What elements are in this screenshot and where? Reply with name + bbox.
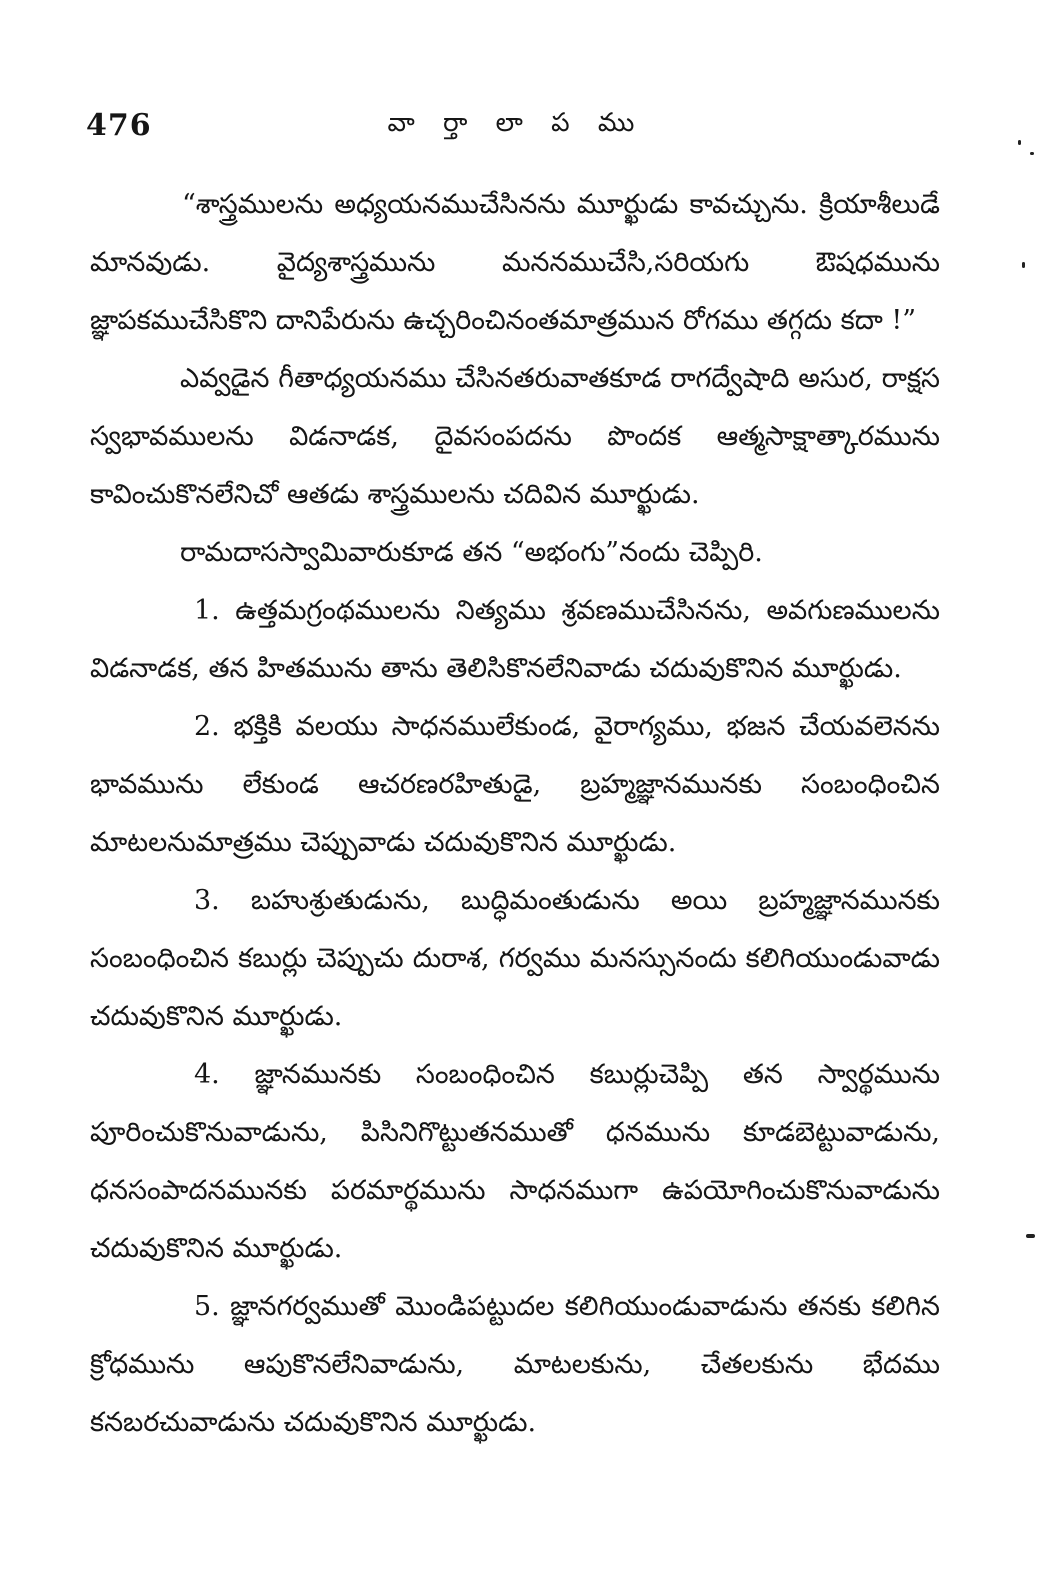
page-body xyxy=(90,176,940,1452)
running-title: వా ర్తా లా ప ము xyxy=(387,108,645,138)
paragraph-gita-study: ఎవ్వడైన గీతాధ్యయనము చేసినతరువాతకూడ రాగద్వేషాది అసుర, రాక్షస స్వభావములను విడనాడక, దైవసంపదను పొందక ఆత్మసాక్షాత్కారమును కావించుకొనలేనిచో ఆతడు శాస్త్రములను చదివిన మూర్ఖుడు. xyxy=(90,363,940,510)
scan-speck xyxy=(1030,152,1034,155)
list-item-1: 1. ఉత్తమగ్రంథములను నిత్యము శ్రవణముచేసినను, అవగుణములను విడనాడక, తన హితమును తాను తెలిసికొనలేనివాడు చదువుకొనిన మూర్ఖుడు. xyxy=(90,595,940,684)
list-item-3: 3. బహుశ్రుతుడును, బుద్ధిమంతుడును అయి బ్రహ్మజ్ఞానమునకు సంబంధించిన కబుర్లు చెప్పుచు దురాశ, గర్వము మనస్సునందు కలిగియుండువాడు చదువుకొనిన మూర్ఖుడు. xyxy=(90,885,940,1032)
quote-paragraph: “శాస్త్రములను అధ్యయనముచేసినను మూర్ఖుడు కావచ్చును. క్రియాశీలుడే మానవుడు. వైద్యశాస్త్రమును మననముచేసి,సరియగు ఔషధమును జ్ఞాపకముచేసికొని దానిపేరును ఉచ్చరించినంతమాత్రమున రోగము తగ్గదు కదా !” xyxy=(90,189,940,336)
scan-speck xyxy=(1026,1234,1035,1238)
page-header xyxy=(86,104,946,152)
page-number: 476 xyxy=(86,108,152,143)
list-item-5: 5. జ్ఞానగర్వముతో మొండిపట్టుదల కలిగియుండువాడును తనకు కలిగిన క్రోధమును ఆపుకొనలేనివాడును, మాటలకును, చేతలకును భేదము కనబరచువాడును చదువుకొనిన మూర్ఖుడు. xyxy=(90,1291,940,1438)
list-item-4: 4. జ్ఞానమునకు సంబంధించిన కబుర్లుచెప్పి తన స్వార్థమును పూరించుకొనువాడును, పిసినిగొట్టుతనముతో ధనమును కూడబెట్టువాడును, ధనసంపాదనమునకు పరమార్థమును సాధనముగా ఉపయోగించుకొనువాడును చదువుకొనిన మూర్ఖుడు. xyxy=(90,1059,940,1264)
scan-speck xyxy=(1018,140,1021,145)
paragraph-ramadasa-intro: రామదాసస్వామివారుకూడ తన “అభంగు”నందు చెప్పిరి. xyxy=(180,537,763,568)
list-item-2: 2. భక్తికి వలయు సాధనములేకుండ, వైరాగ్యము, భజన చేయవలెనను భావమును లేకుండ ఆచరణరహితుడై, బ్రహ్మజ్ఞానమునకు సంబంధించిన మాటలనుమాత్రము చెప్పువాడు చదువుకొనిన మూర్ఖుడు. xyxy=(90,711,940,858)
scan-speck xyxy=(1022,262,1025,268)
